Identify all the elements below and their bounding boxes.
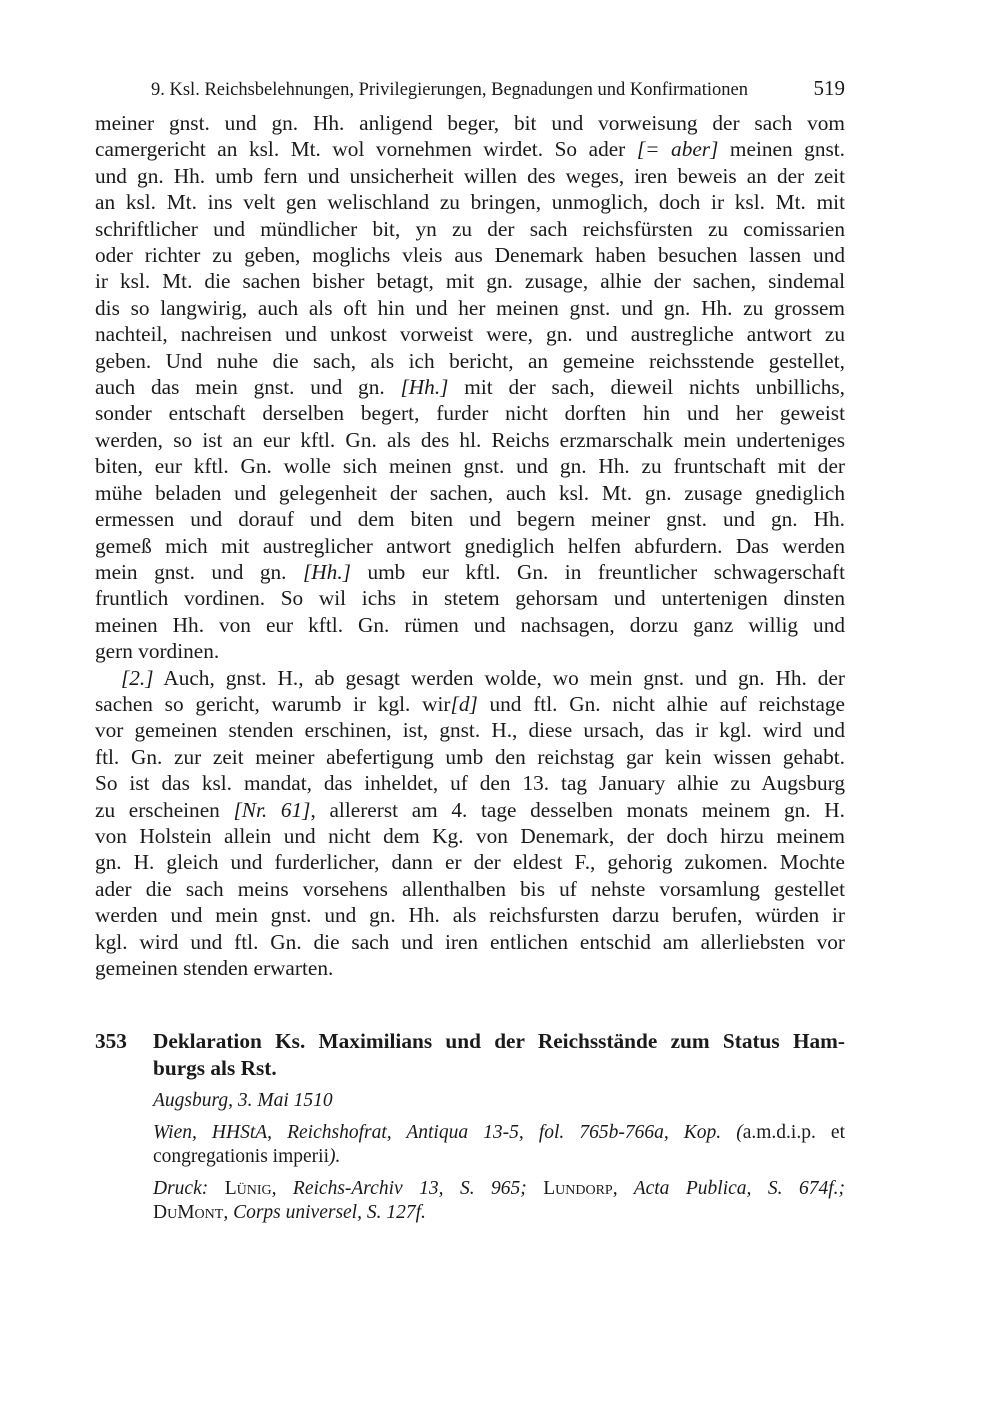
document-print	[153, 1177, 845, 1225]
text-run: , allererst am 4. tage desselben monats meinem gn. H.	[310, 797, 845, 822]
running-head	[151, 74, 845, 104]
print-line	[153, 1177, 845, 1201]
text-line	[95, 797, 845, 823]
text-run: und ftl. Gn. nicht alhie auf reichstage	[477, 691, 846, 716]
text-line: ftl. Gn. zur zeit meiner abefertigung umb den reichstag gar kein wissen gehabt.	[95, 744, 845, 769]
print-line	[153, 1201, 845, 1225]
body-text	[95, 110, 845, 981]
text-run: zu erscheinen	[95, 797, 234, 822]
source-closing: ).	[329, 1146, 341, 1168]
text-line: werden, so ist an eur kftl. Gn. als des hl. Reichs erzmarschalk mein underteniges	[95, 427, 845, 452]
editorial-note: [d]	[450, 691, 478, 716]
source-text: a.m.d.i.p. et	[742, 1122, 845, 1144]
editorial-note: [Hh.]	[400, 375, 449, 400]
text-run: meinen gnst.	[718, 137, 845, 162]
text-line: biten, eur kftl. Gn. wolle sich meinen gnst. und gn. Hh. zu fruntschaft mit der	[95, 454, 845, 479]
text-line: kgl. wird und ftl. Gn. die sach und iren entlichen entschid am allerliebsten vor	[95, 929, 845, 954]
page-number: 519	[813, 76, 845, 100]
section-marker: [2.]	[121, 665, 154, 690]
text-line: oder richter zu geben, moglichs vleis aus Denemark haben besuchen lassen und	[95, 243, 845, 268]
editorial-note: [Nr. 61]	[233, 797, 311, 822]
text-line: gemeinen stenden erwarten.	[95, 956, 334, 980]
text-line: an ksl. Mt. ins velt gen welischland zu bringen, unmoglich, doch ir ksl. Mt. mit	[95, 190, 845, 215]
text-line	[95, 374, 845, 400]
text-line: gern vordinen.	[95, 639, 220, 664]
text-run: umb eur kftl. Gn. in freuntlicher schwagerschaft	[350, 559, 845, 584]
text-line	[95, 665, 845, 691]
text-line	[95, 136, 845, 162]
text-line: meiner gnst. und gn. Hh. anligend beger, bit und vorweisung der sach vom	[95, 111, 845, 135]
text-run: mein gnst. und gn.	[95, 559, 304, 584]
text-line: schriftlicher und mündlicher bit, yn zu der sach reichsfürsten zu comissarien	[95, 216, 845, 241]
text-run: Auch, gnst. H., ab gesagt werden wolde, wo mein gnst. und gn. Hh. der	[153, 665, 845, 690]
text-line: fruntlich vordinen. So wil ichs in stetem gehorsam und untertenigen dinsten	[95, 586, 845, 611]
editorial-note: [= aber]	[636, 137, 719, 162]
print-work: , Acta Publica, S. 674f.;	[612, 1178, 845, 1200]
text-line: und gn. Hh. umb fern und unsicherheit willen des weges, iren beweis an der zeit	[95, 163, 845, 188]
text-line: sonder entschaft derselben begert, furder nicht dorften hin und her geweist	[95, 401, 845, 426]
title-line: Deklaration Ks. Maximilians und der Reichsstände zum Status Ham-	[153, 1029, 845, 1054]
print-author: DuMont	[153, 1202, 224, 1224]
print-author: Lundorp	[543, 1178, 613, 1200]
paragraph-2	[95, 665, 845, 982]
print-work: , Reichs-Archiv 13, S. 965;	[271, 1178, 544, 1200]
text-run: sachen so gericht, warumb ir kgl. wir	[95, 691, 451, 716]
text-line: ader die sach meins vorsehens allenthalben bis uf nehste vorsamlung gestellet	[95, 876, 845, 901]
text-run: auch das mein gnst. und gn.	[95, 375, 401, 400]
text-line: geben. Und nuhe die sach, als ich bericht, an gemeine reichsstende gestellet,	[95, 348, 845, 373]
text-line: von Holstein allein und nicht dem Kg. von Denemark, der doch hirzu meinem	[95, 823, 845, 848]
title-line: burgs als Rst.	[153, 1055, 277, 1080]
document-number: 353	[95, 1029, 127, 1054]
print-label: Druck:	[153, 1178, 225, 1200]
page	[95, 74, 845, 1225]
running-head-title: 9. Ksl. Reichsbelehnungen, Privilegierungen, Begnadungen und Konfirmationen	[151, 80, 749, 100]
text-run: camergericht an ksl. Mt. wol vornehmen wirdet. So ader	[95, 137, 637, 162]
document-title	[153, 1028, 845, 1081]
text-line: So ist das ksl. mandat, das inheldet, uf den 13. tag January alhie zu Augsburg	[95, 771, 845, 796]
source-line	[153, 1145, 845, 1169]
text-line: ir ksl. Mt. die sachen bisher betagt, mit gn. zusage, alhie der sachen, sindemal	[95, 269, 845, 294]
text-line: ermessen und dorauf und dem biten und begern meiner gnst. und gn. Hh.	[95, 507, 845, 532]
text-line	[95, 691, 845, 717]
editorial-note: [Hh.]	[303, 559, 351, 584]
paragraph-1	[95, 110, 845, 665]
document-entry	[95, 1028, 845, 1225]
document-source	[153, 1121, 845, 1169]
text-line: dis so langwirig, auch als oft hin und her meinen gnst. und gn. Hh. zu grossem	[95, 295, 845, 320]
text-line: gemeß mich mit austreglicher antwort gnediglich helfen abfurdern. Das werden	[95, 533, 845, 558]
text-line: vor gemeinen stenden erschinen, ist, gnst. H., diese ursach, das ir kgl. wird und	[95, 718, 845, 743]
source-line	[153, 1121, 845, 1145]
document-body	[153, 1028, 845, 1225]
source-archive: Wien, HHStA, Reichshofrat, Antiqua 13-5, fol. 765b-766a, Kop. (	[153, 1122, 743, 1144]
document-date	[153, 1089, 845, 1113]
text-line: mühe beladen und gelegenheit der sachen, auch ksl. Mt. gn. zusage gnediglich	[95, 480, 845, 505]
text-line: werden und mein gnst. und gn. Hh. als reichsfursten darzu berufen, würden ir	[95, 903, 845, 928]
text-line: meinen Hh. von eur kftl. Gn. rümen und nachsagen, dorzu ganz willig und	[95, 612, 845, 637]
print-author: Lünig	[224, 1178, 272, 1200]
print-work: , Corps universel, S. 127f.	[223, 1202, 426, 1224]
text-line	[95, 559, 845, 585]
date-line: Augsburg, 3. Mai 1510	[153, 1090, 333, 1112]
text-line: gn. H. gleich und furderlicher, dann er der eldest F., gehorig zukomen. Mochte	[95, 850, 845, 875]
text-line: nachteil, nachreisen und unkost vorweist were, gn. und austregliche antwort zu	[95, 322, 845, 347]
source-text: congregationis imperii	[153, 1146, 329, 1168]
text-run: mit der sach, dieweil nichts unbillichs,	[448, 375, 845, 400]
